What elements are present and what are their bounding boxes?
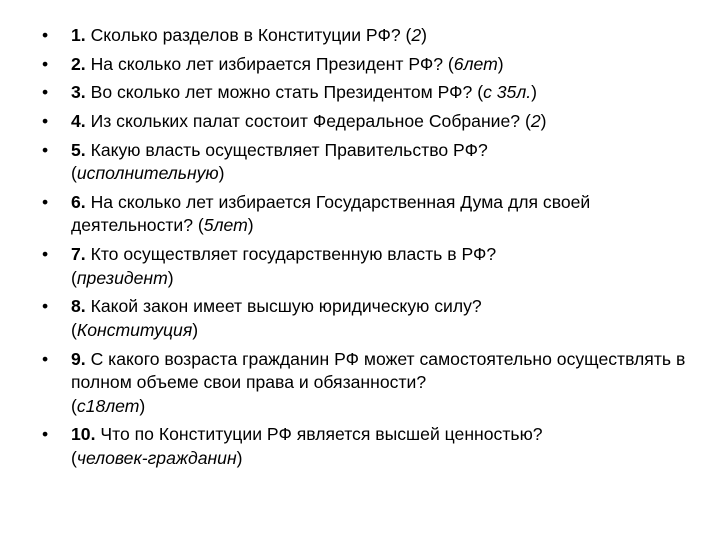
question-item-8 <box>42 295 692 342</box>
answer-open-paren: ( <box>193 215 204 236</box>
answer-close-paren: ) <box>497 53 504 74</box>
question-item-3 <box>42 81 692 105</box>
question-text: На сколько лет избирается Президент РФ? <box>90 53 444 74</box>
answer-text: 2 <box>530 111 541 132</box>
answer-close-paren: ) <box>531 82 538 103</box>
answer-close-paren: ) <box>236 447 243 468</box>
answer-open-paren: ( <box>443 53 454 74</box>
answer-text: Конституция <box>76 319 193 340</box>
answer-close-paren: ) <box>421 25 428 45</box>
question-number: 2. <box>71 53 86 74</box>
question-text: Что по Конституции РФ является высшей ценностью? <box>100 424 543 445</box>
question-text: Из скольких палат состоит Федеральное Собрание? <box>90 111 521 132</box>
bullet-icon: • <box>42 424 49 445</box>
answer-text: с 35л. <box>483 82 532 103</box>
question-item-10 <box>42 423 692 470</box>
question-item-4 <box>42 110 692 134</box>
question-text: Какой закон имеет высшую юридическую силу? <box>90 296 482 317</box>
answer-open-paren: ( <box>71 163 77 184</box>
question-number: 7. <box>71 244 86 265</box>
question-item-6 <box>42 191 692 238</box>
question-item-9 <box>42 348 692 419</box>
question-number: 5. <box>71 139 86 160</box>
bullet-icon: • <box>42 348 49 369</box>
question-item-7 <box>42 243 692 290</box>
answer-close-paren: ) <box>167 267 174 288</box>
question-text: Какую власть осуществляет Правительство РФ? <box>90 139 488 160</box>
answer-text: исполнительную <box>76 163 219 184</box>
answer-text: с18лет <box>76 395 140 416</box>
answer-open-paren: ( <box>472 82 484 103</box>
answer-open-paren: ( <box>400 25 412 45</box>
question-number: 8. <box>71 296 86 317</box>
question-item-5 <box>42 139 692 186</box>
answer-text: человек-гражданин <box>76 447 237 468</box>
question-text: Во сколько лет можно стать Президентом РФ? <box>90 82 473 103</box>
bullet-icon: • <box>42 53 49 74</box>
question-item-2 <box>42 53 692 77</box>
answer-open-paren: ( <box>520 111 531 132</box>
answer-close-paren: ) <box>540 111 547 132</box>
answer-text: 2 <box>411 25 422 45</box>
answer-close-paren: ) <box>192 319 199 340</box>
question-text: Кто осуществляет государственную власть в РФ? <box>90 244 497 265</box>
question-number: 10. <box>71 424 96 445</box>
question-number: 1. <box>71 25 86 45</box>
answer-text: президент <box>76 267 168 288</box>
question-number: 3. <box>71 82 86 103</box>
answer-open-paren: ( <box>71 395 77 416</box>
question-number: 4. <box>71 111 86 132</box>
answer-open-paren: ( <box>71 267 77 288</box>
answer-close-paren: ) <box>139 395 146 416</box>
question-number: 9. <box>71 348 86 369</box>
question-text: На сколько лет избирается Государственная Дума для своей деятельности? <box>71 191 591 236</box>
bullet-icon: • <box>42 296 49 317</box>
question-text: С какого возраста гражданин РФ может самостоятельно осуществлять в полном объеме свои права и обязанности? <box>71 348 686 392</box>
answer-open-paren: ( <box>71 447 77 468</box>
answer-open-paren: ( <box>71 319 77 340</box>
bullet-icon: • <box>42 25 49 45</box>
answer-text: 5лет <box>203 215 248 236</box>
bullet-icon: • <box>42 191 49 212</box>
bullet-icon: • <box>42 82 49 103</box>
answer-text: 6лет <box>453 53 498 74</box>
question-number: 6. <box>71 191 86 212</box>
answer-close-paren: ) <box>247 215 254 236</box>
bullet-icon: • <box>42 244 49 265</box>
question-text: Сколько разделов в Конституции РФ? <box>90 25 401 45</box>
question-item-1 <box>42 24 692 48</box>
question-list <box>42 24 692 475</box>
answer-close-paren: ) <box>218 163 225 184</box>
bullet-icon: • <box>42 139 49 160</box>
bullet-icon: • <box>42 111 49 132</box>
